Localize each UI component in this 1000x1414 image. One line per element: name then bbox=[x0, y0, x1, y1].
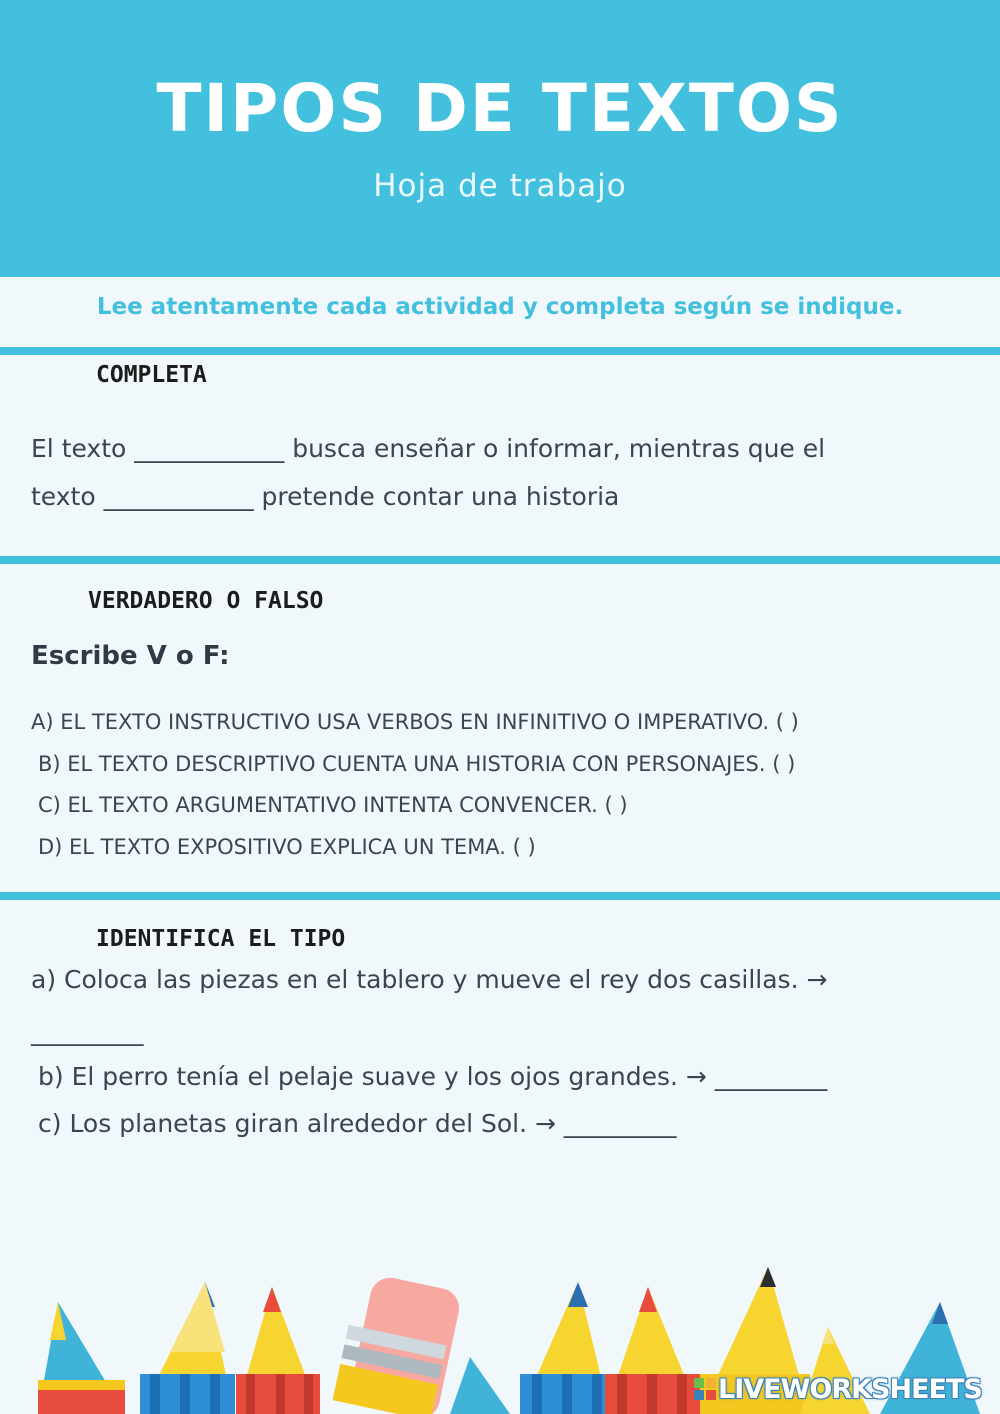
vf-item-a: A) EL TEXTO INSTRUCTIVO USA VERBOS EN INFINITIVO O IMPERATIVO. ( ) bbox=[31, 710, 799, 734]
pencil-icon bbox=[450, 1357, 510, 1414]
vf-item-d: D) EL TEXTO EXPOSITIVO EXPLICA UN TEMA. ( ) bbox=[38, 835, 536, 859]
identifica-item-a-blank: _________ bbox=[31, 1017, 144, 1046]
header-banner bbox=[0, 0, 1000, 277]
identifica-item-a: a) Coloca las piezas en el tablero y mueve el rey dos casillas. → bbox=[31, 965, 828, 994]
liveworksheets-logo-icon bbox=[694, 1378, 716, 1400]
identifica-item-b: b) El perro tenía el pelaje suave y los ojos grandes. → _________ bbox=[38, 1062, 828, 1091]
section-heading-identifica: IDENTIFICA EL TIPO bbox=[96, 926, 346, 952]
pencil-icon bbox=[333, 1274, 463, 1414]
page-title: TIPOS DE TEXTOS bbox=[156, 70, 844, 147]
pencil-icon bbox=[520, 1282, 610, 1414]
pencil-icon bbox=[236, 1287, 320, 1414]
pencil-icon bbox=[140, 1282, 235, 1414]
vf-item-c: C) EL TEXTO ARGUMENTATIVO INTENTA CONVENCER. ( ) bbox=[38, 793, 628, 817]
section-heading-verdadero-falso: VERDADERO O FALSO bbox=[88, 588, 324, 614]
vf-prompt: Escribe V o F: bbox=[31, 641, 230, 671]
section-heading-completa: COMPLETA bbox=[96, 362, 207, 388]
completa-line-1: El texto ____________ busca enseñar o informar, mientras que el bbox=[31, 434, 826, 463]
watermark-text: LIVEWORKSHEETS bbox=[718, 1374, 982, 1405]
completa-line-2: texto ____________ pretende contar una historia bbox=[31, 482, 620, 511]
pencil-icon bbox=[38, 1302, 125, 1414]
divider-1 bbox=[0, 347, 1000, 355]
vf-item-b: B) EL TEXTO DESCRIPTIVO CUENTA UNA HISTORIA CON PERSONAJES. ( ) bbox=[38, 752, 796, 776]
instruction-text: Lee atentamente cada actividad y completa según se indique. bbox=[96, 294, 904, 320]
pencil-icon bbox=[605, 1287, 700, 1414]
divider-2 bbox=[0, 556, 1000, 564]
divider-3 bbox=[0, 892, 1000, 900]
identifica-item-c: c) Los planetas giran alrededor del Sol. → _________ bbox=[38, 1109, 677, 1138]
page-subtitle: Hoja de trabajo bbox=[373, 168, 627, 204]
